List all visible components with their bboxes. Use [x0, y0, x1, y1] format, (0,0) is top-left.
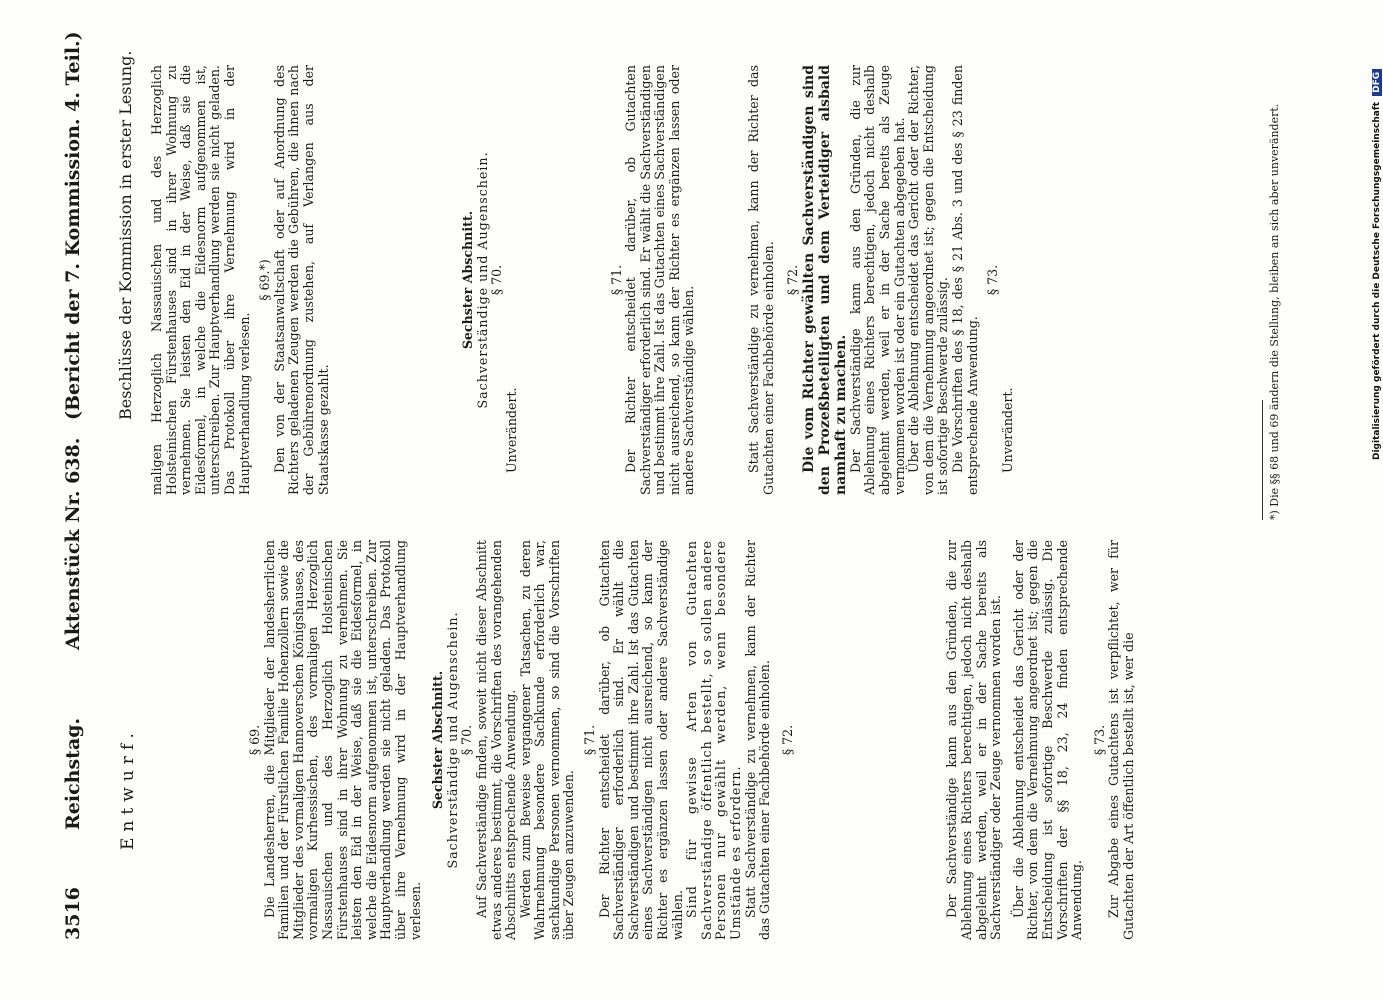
- dfg-logo: DFG: [1372, 69, 1382, 96]
- right-section-72: § 72.: [785, 264, 801, 296]
- header-document: Aktenstück Nr. 638.: [62, 437, 84, 650]
- left-section-71: § 71.: [582, 724, 598, 756]
- left-column-title: Entwurf.: [118, 727, 138, 850]
- right-paragraph-72-bold: Die vom Richter gewählten Sachverständigen sind den Prozeßbeteiligten und dem Verteidiger alsbald namhaft zu machen.: [800, 65, 849, 495]
- page-header: [62, 31, 96, 940]
- page-number: 3516: [62, 887, 84, 940]
- right-column-title: Beschlüsse der Kommission in erster Lesung.: [116, 50, 135, 420]
- right-paragraph-72b: Über die Ablehnung entscheidet das Gericht oder der Richter, von dem die Vernehmung angeordnet ist; gegen die Entscheidung ist sofortige Beschwerde zulässig.: [906, 65, 951, 495]
- left-paragraph-72b: Über die Ablehnung entscheidet das Gericht oder der Richter, von dem die Vernehmung angeordnet ist; gegen die Entscheidung ist sofortige Beschwerde zulässig. Die Vorschriften der §§ 18, 23, 24 finden entsprechende Anwendung.: [1010, 540, 1085, 940]
- left-paragraph-70b: Werden zum Beweise vergangener Tatsachen, zu deren Wahrnehmung besondere Sachkunde erforderlich war, sachkundige Personen vernommen, so sind die Vorschriften über Zeugen anzuwenden.: [517, 540, 577, 940]
- right-paragraph-70: Unverändert.: [503, 387, 519, 473]
- right-column: [150, 65, 1015, 495]
- right-paragraph-71a: Der Richter entscheidet darüber, ob Gutachten Sachverständiger erforderlich sind. Er wählt die Sachverständigen und bestimmt ihre Zahl. Ist das Gutachten eines Sachverständigen nicht ausreichend, so kann der Richter es ergänzen lassen oder andere Sachverständige wählen.: [623, 65, 697, 495]
- left-section-73: § 73.: [1091, 724, 1107, 756]
- right-paragraph-73: Unverändert.: [999, 387, 1015, 473]
- right-section-71: § 71.: [608, 264, 624, 296]
- left-paragraph-71b: Sind für gewisse Arten von Gutachten Sachverständige öffentlich bestellt, so sollen andere Personen nur gewählt werden, wenn besondere Umstände es erfordern.: [684, 540, 743, 940]
- right-paragraph-71c: Statt Sachverständige zu vernehmen, kann der Richter das Gutachten einer Fachbehörde einholen.: [746, 65, 776, 495]
- left-column: [248, 540, 1137, 940]
- right-section-73: § 73.: [985, 264, 1001, 296]
- left-abschnitt-title: Sachverständige und Augenschein.: [444, 611, 460, 869]
- right-abschnitt-title: Sachverständige und Augenschein.: [474, 151, 490, 409]
- left-abschnitt: Sechster Abschnitt.: [430, 670, 446, 810]
- digitization-text: Digitalisierung gefördert durch die Deutsche Forschungsgemeinschaft: [1372, 101, 1382, 460]
- left-paragraph-69: Die Landesherren, die Mitglieder der landesherrlichen Familien und der Fürstlichen Familie Hohenzollern sowie die Mitglieder des vormaligen Hannoverschen Königshauses, des vormaligen Kurhessischen, des vormaligen Herzoglich Nassauischen und des Herzoglich Holsteinischen Fürstenhauses sind in ihrer Wohnung zu vernehmen. Sie leisten den Eid in der Weise, daß sie die Eidesformel, in welche die Eidesnorm aufgenommen ist, unterschreiben. Zur Hauptverhandlung werden sie nicht geladen. Das Protokoll über ihre Vernehmung wird in der Hauptverhandlung verlesen.: [261, 540, 423, 940]
- right-abschnitt: Sechster Abschnitt.: [460, 210, 476, 350]
- right-section-69: § 69.*): [257, 259, 273, 301]
- left-paragraph-71a: Der Richter entscheidet darüber, ob Gutachten Sachverständiger erforderlich sind. Er wählt die Sachverständigen und bestimmt ihre Zahl. Ist das Gutachten eines Sachverständigen nicht ausreichend, so kann der Richter es ergänzen lassen oder andere Sachverständige wählen.: [596, 540, 685, 940]
- digitization-note: [1372, 10, 1382, 460]
- left-paragraph-73: Zur Abgabe eines Gutachtens ist verpflichtet, wer für Gutachten der Art öffentlich bestellt ist, wer die: [1106, 540, 1136, 940]
- header-reichstag: Reichstag.: [62, 717, 84, 830]
- right-paragraph-72c: Die Vorschriften des § 18, des § 21 Abs. 3 und des § 23 finden entsprechende Anwendung.: [950, 65, 980, 495]
- right-paragraph-69b: Den von der Staatsanwaltschaft oder auf Anordnung des Richters geladenen Zeugen werden die Gebühren, die ihnen nach der Gebührenordnung zustehen, auf Verlangen aus der Staatskasse gezahlt.: [271, 65, 331, 495]
- footnote: *) Die §§ 68 und 69 ändern die Stellung, bleiben an sich aber unverändert.: [1268, 103, 1281, 520]
- header-report: (Bericht der 7. Kommission. 4. Teil.): [62, 31, 84, 420]
- right-section-70: § 70.: [489, 264, 505, 296]
- left-paragraph-70a: Auf Sachverständige finden, soweit nicht dieser Abschnitt etwas anderes bestimmt, die Vorschriften des vorangehenden Abschnitts entsprechende Anwendung.: [473, 540, 519, 940]
- left-section-72: § 72.: [779, 724, 795, 756]
- right-paragraph-69-cont: maligen Herzoglich Nassauischen und des Herzoglich Holsteinischen Fürstenhauses sind in ihrer Wohnung zu vernehmen. Sie leisten den Eid in der Weise, daß sie die Eidesformel, in welche die Eidesnorm aufgenommen ist, unterschreiben. Zur Hauptverhandlung werden sie nicht geladen. Das Protokoll über ihre Vernehmung wird in der Hauptverhandlung verlesen.: [149, 65, 252, 495]
- footnote-rule: [1262, 400, 1263, 520]
- left-paragraph-72a: Der Sachverständige kann aus den Gründen, die zur Ablehnung eines Richters berechtigen, jedoch nicht deshalb abgelehnt werden, weil er in der Sache bereits als Sachverständiger oder Zeuge vernommen worden ist.: [944, 540, 1004, 940]
- left-paragraph-71c: Statt Sachverständige zu vernehmen, kann der Richter das Gutachten einer Fachbehörde einholen.: [742, 540, 773, 940]
- left-section-69: § 69.: [247, 724, 262, 756]
- right-paragraph-72a: Der Sachverständige kann aus den Gründen, die zur Ablehnung eines Richters berechtigen, jedoch nicht deshalb abgelehnt werden, weil er in der Sache bereits als Zeuge vernommen worden ist oder ein Gutachten abgegeben hat.: [847, 65, 907, 495]
- left-section-70: § 70.: [459, 724, 475, 756]
